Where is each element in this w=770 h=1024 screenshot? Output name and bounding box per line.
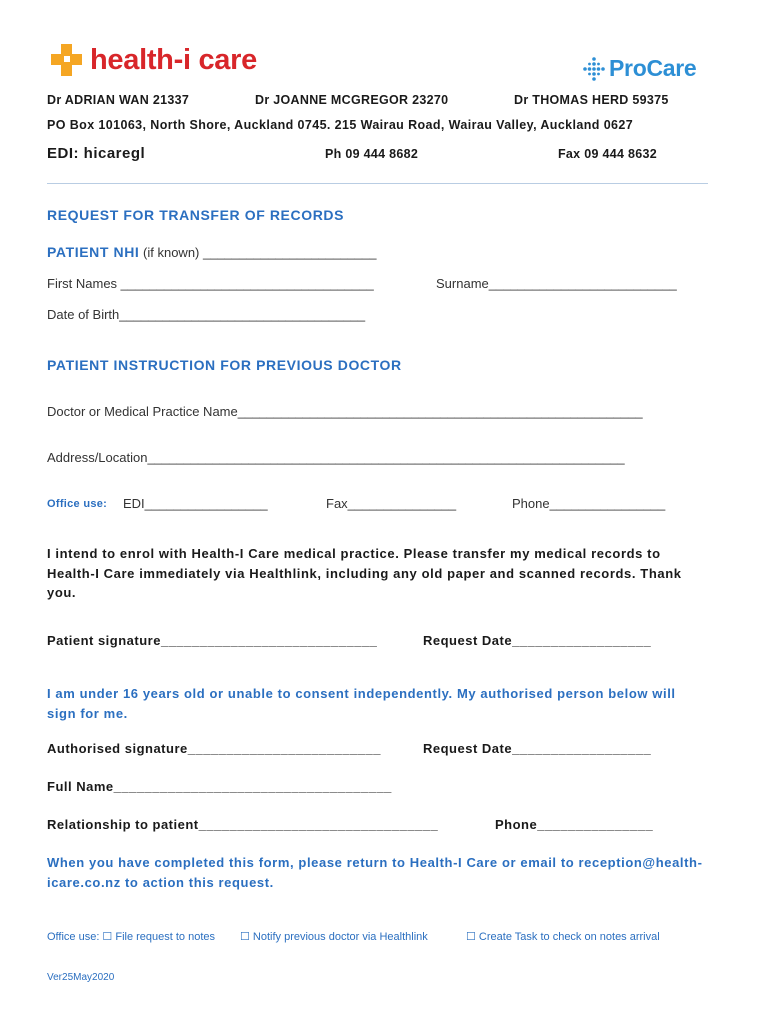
doctor-thomas-herd: Dr THOMAS HERD 59375 xyxy=(514,93,669,107)
office-fax-field[interactable]: Fax_______________ xyxy=(326,496,457,511)
instruction-title: PATIENT INSTRUCTION FOR PREVIOUS DOCTOR xyxy=(47,357,402,373)
dotted-cross-icon xyxy=(583,57,605,81)
patient-nhi-row[interactable] xyxy=(47,244,377,262)
under-16-statement: I am under 16 years old or unable to consent independently. My authorised person below will sign for me. xyxy=(47,686,676,721)
header-divider xyxy=(47,183,708,184)
patient-signature-field[interactable]: Patient signature____________________________ xyxy=(47,633,378,648)
full-name-field[interactable]: Full Name____________________________________ xyxy=(47,779,392,794)
patient-nhi-label: PATIENT NHI xyxy=(47,244,140,260)
office-use-file-request[interactable]: Office use: ☐ File request to notes xyxy=(47,931,216,943)
first-names-field[interactable]: First Names ___________________________________ xyxy=(47,276,374,291)
procare-logo xyxy=(583,55,696,82)
procare-wordmark: ProCare xyxy=(609,55,697,81)
patient-nhi-field[interactable]: (if known) ________________________ xyxy=(139,245,377,260)
request-date-field[interactable]: Request Date__________________ xyxy=(423,633,652,648)
return-instructions: When you have completed this form, please return to Health-I Care or email to reception@health-icare.co.nz to action this request. xyxy=(47,855,703,890)
intent-statement: I intend to enrol with Health-I Care medical practice. Please transfer my medical records to Health-I Care immediately via Healthlink, including any old paper and scanned records. Thank you. xyxy=(47,546,682,600)
authorised-request-date-field[interactable]: Request Date__________________ xyxy=(423,741,652,756)
authorised-phone-field[interactable]: Phone_______________ xyxy=(495,817,654,832)
authorised-signature-field[interactable]: Authorised signature_________________________ xyxy=(47,741,381,756)
office-phone-field[interactable]: Phone________________ xyxy=(512,496,666,511)
office-use-create-task[interactable]: ☐ Create Task to check on notes arrival xyxy=(466,931,660,943)
office-use-label: Office use: xyxy=(47,498,108,510)
doctor-joanne-mcgregor: Dr JOANNE MCGREGOR 23270 xyxy=(255,93,449,107)
doctor-adrian-wan: Dr ADRIAN WAN 21337 xyxy=(47,93,190,107)
address-location-field[interactable]: Address/Location__________________________________________________________________ xyxy=(47,450,625,465)
date-of-birth-field[interactable]: Date of Birth__________________________________ xyxy=(47,307,366,322)
relationship-field[interactable]: Relationship to patient_______________________________ xyxy=(47,817,439,832)
practice-fax: Fax 09 444 8632 xyxy=(558,147,658,161)
form-title: REQUEST FOR TRANSFER OF RECORDS xyxy=(47,207,345,223)
surname-field[interactable]: Surname__________________________ xyxy=(436,276,677,291)
practice-phone: Ph 09 444 8682 xyxy=(325,147,419,161)
health-i-care-logo xyxy=(50,40,257,80)
practice-address: PO Box 101063, North Shore, Auckland 0745. 215 Wairau Road, Wairau Valley, Auckland 0627 xyxy=(47,118,634,132)
doctor-practice-name-field[interactable]: Doctor or Medical Practice Name________________________________________________________ xyxy=(47,404,643,419)
office-use-notify-doctor[interactable]: ☐ Notify previous doctor via Healthlink xyxy=(240,931,428,943)
plus-cross-icon xyxy=(50,42,84,78)
health-i-care-wordmark: health-i care xyxy=(90,43,257,76)
version-label: Ver25May2020 xyxy=(47,972,115,983)
office-edi-field[interactable]: EDI_________________ xyxy=(123,496,268,511)
edi-code: EDI: hicaregl xyxy=(47,145,146,162)
